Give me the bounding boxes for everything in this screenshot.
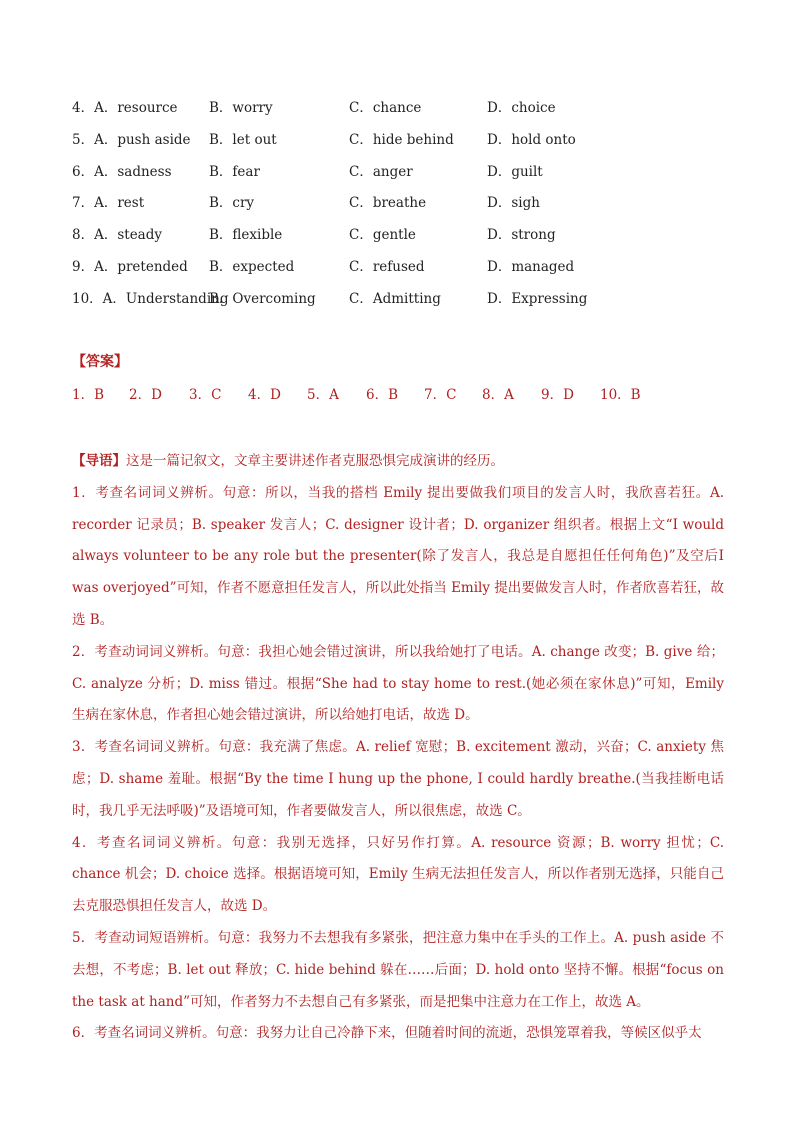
explanation-block (72, 446, 724, 1050)
option-choice: C．anger (349, 163, 413, 180)
option-row (72, 223, 732, 255)
option-choice: C．hide behind (349, 131, 454, 148)
option-choice: D．sigh (487, 195, 540, 212)
answer-item: 4．D (248, 387, 281, 403)
answer-item: 6．B (366, 387, 399, 403)
option-choice: B．worry (209, 100, 273, 116)
option-choice: B．fear (209, 163, 260, 180)
explanation-item: 1．考查名词词义辨析。句意：所以，当我的搭档 Emily 提出要做我们项目的发言人时，我欣喜若狂。A. recorder 记录员；B. speaker 发言人；C. designer 设计者；D. organizer 组织者。根据上文“I would always volunteer to be any role but the presenter(除了发言人，我总是自愿担任任何角色)”及空后I was overjoyed”可知，作者不愿意担任发言人，所以此处指当 Emily 提出要做发言人时，作者欣喜若狂，故选 B。 (72, 484, 724, 628)
option-choice: 8．A．steady (72, 227, 162, 244)
option-choice: D．hold onto (487, 131, 576, 148)
option-choice: C．chance (349, 100, 422, 116)
option-choice: B．let out (209, 131, 277, 148)
option-choice: D．Expressing (487, 290, 588, 307)
option-choice: D．choice (487, 100, 556, 116)
answer-item: 10．B (600, 387, 641, 403)
option-choice: B．cry (209, 195, 255, 212)
explanation-item: 6．考查名词词义辨析。句意：我努力让自己冷静下来，但随着时间的流逝，恐惧笼罩着我，等候区似乎太 (72, 1025, 702, 1042)
option-choice: 9．A．pretended (72, 258, 188, 275)
option-row (72, 255, 732, 287)
answer-item: 8．A (482, 387, 514, 403)
answer-item: 5．A (307, 387, 339, 403)
explanation-item: 5．考查动词短语辨析。句意：我努力不去想我有多紧张，把注意力集中在手头的工作上。A. push aside 不去想，不考虑；B. let out 释放；C. hide behind 躲在……后面；D. hold onto 坚持不懈。根据“focus on the task at hand”可知，作者努力不去想自己有多紧张，而是把集中注意力在工作上，故选 A。 (72, 929, 724, 1010)
option-choice: C．Admitting (349, 290, 441, 307)
guide-paragraph (72, 446, 724, 478)
answer-item: 3．C (189, 387, 222, 403)
option-row (72, 160, 732, 192)
option-choice: C．gentle (349, 227, 416, 244)
option-choice: D．guilt (487, 163, 543, 180)
guide-tag: 【导语】 (72, 453, 126, 469)
explanation-item: 3．考查名词词义辨析。句意：我充满了焦虑。A. relief 宽慰；B. excitement 激动，兴奋；C. anxiety 焦虑；D. shame 羞耻。根据“By the time I hung up the phone, I could hardly breathe.(当我挂断电话时，我几乎无法呼吸)”及语境可知，作者要做发言人，所以很焦虑，故选 C。 (72, 739, 724, 819)
option-row (72, 96, 732, 128)
answer-item: 1．B (72, 387, 105, 403)
option-choice: B．expected (209, 258, 295, 275)
option-choice: 5．A．push aside (72, 131, 191, 148)
guide-text: 这是一篇记叙文，文章主要讲述作者克服恐惧完成演讲的经历。 (126, 453, 504, 469)
option-choice: D．managed (487, 258, 575, 275)
explanation-item: 2．考查动词词义辨析。句意：我担心她会错过演讲，所以我给她打了电话。A. change 改变；B. give 给；C. analyze 分析；D. miss 错过。根据“She had to stay home to rest.(她必须在家休息)”可知，Emily 生病在家休息，作者担心她会错过演讲，所以给她打电话，故选 D。 (72, 643, 724, 724)
answer-heading: 【答案】 (72, 354, 128, 370)
answer-item: 7．C (424, 387, 457, 403)
option-choice: C．refused (349, 258, 425, 275)
options-block (72, 96, 732, 319)
explanation-item: 4．考查名词词义辨析。句意：我别无选择，只好另作打算。A. resource 资源；B. worry 担忧；C. chance 机会；D. choice 选择。根据语境可知，Emily 生病无法担任发言人，所以作者别无选择，只能自己去克服恐惧担任发言人，故选 D。 (72, 834, 724, 915)
option-choice: 7．A．rest (72, 195, 145, 212)
option-choice: 10．A．Understanding (72, 290, 229, 307)
option-choice: D．strong (487, 227, 556, 244)
option-choice: 4．A．resource (72, 100, 178, 116)
answer-item: 9．D (541, 387, 574, 403)
option-choice: 6．A．sadness (72, 163, 172, 180)
option-choice: B．Overcoming (209, 290, 316, 307)
option-row (72, 287, 732, 319)
option-choice: C．breathe (349, 195, 427, 212)
answer-item: 2．D (129, 387, 162, 403)
option-row (72, 128, 732, 160)
option-choice: B．flexible (209, 227, 283, 244)
option-row (72, 191, 732, 223)
